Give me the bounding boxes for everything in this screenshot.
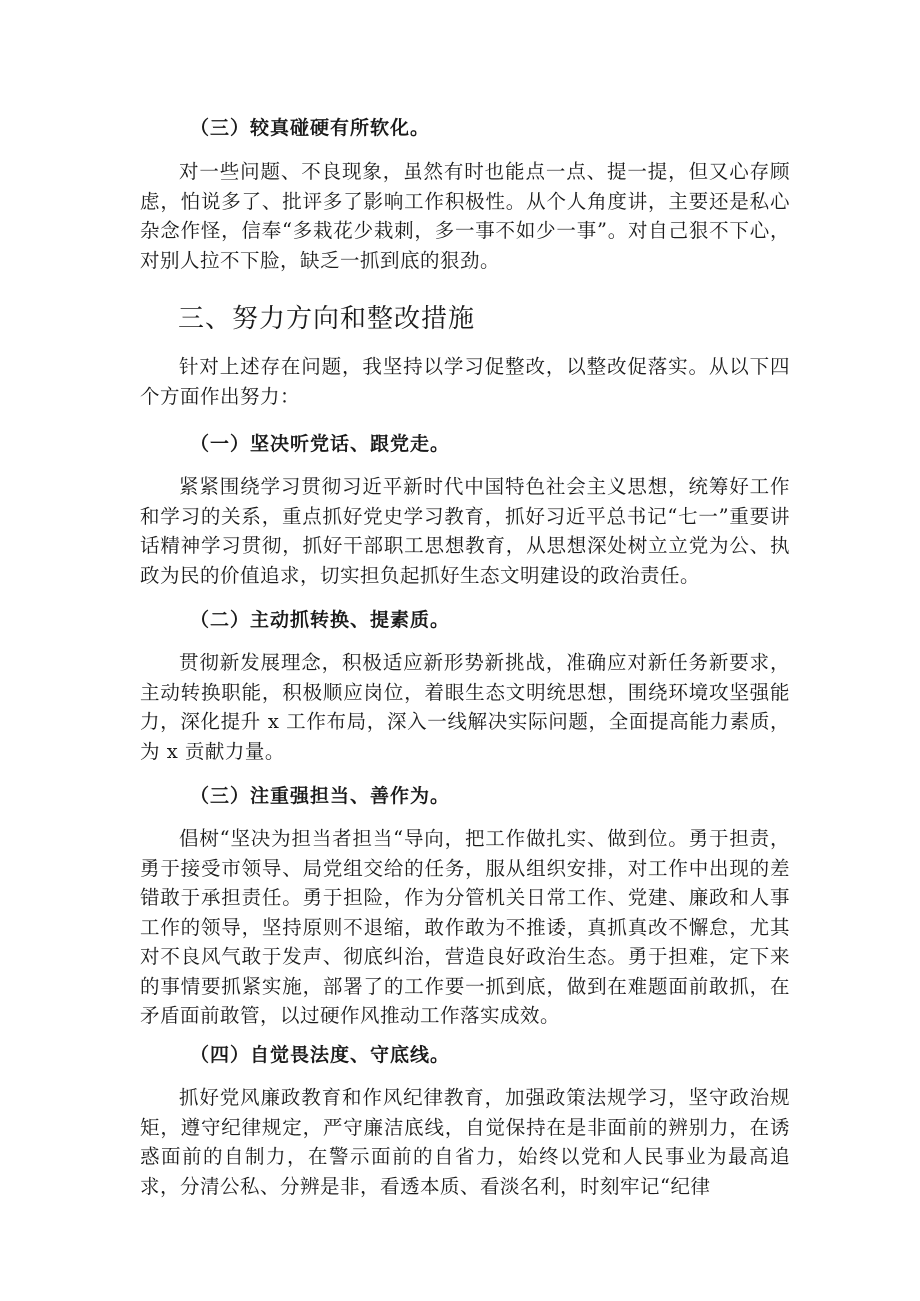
subheading-measure-2: （二）主动抓转换、提素质。 <box>190 609 451 631</box>
paragraph-measure-2: 贯彻新发展理念，积极适应新形势新挑战，准确应对新任务新要求，主动转换职能，积极顺应岗位，着眼生态文明统思想，围绕环境攻坚强能力，深化提升 x 工作布局，深入一线解决实际问题，全面提高能力素质，为 x 贡献力量。 <box>140 651 790 763</box>
paragraph-prior-3: 对一些问题、不良现象，虽然有时也能点一点、提一提，但又心存顾虑，怕说多了、批评多了影响工作积极性。从个人角度讲，主要还是私心杂念作怪，信奉“多栽花少栽刺，多一事不如少一事”。对自己狠不下心，对别人拉不下脸，缺乏一抓到底的狠劲。 <box>140 160 790 272</box>
paragraph-measure-4: 抓好党风廉政教育和作风纪律教育，加强政策法规学习，坚守政治规矩，遵守纪律规定，严守廉洁底线，自觉保持在是非面前的辨别力，在诱惑面前的自制力，在警示面前的自省力，始终以党和人民事业为最高追求，分清公私、分辨是非，看透本质、看淡名利，时刻牢记“纪律 <box>140 1086 790 1198</box>
subheading-measure-3: （三）注重强担当、善作为。 <box>190 785 451 807</box>
paragraph-measure-1: 紧紧围绕学习贯彻习近平新时代中国特色社会主义思想，统筹好工作和学习的关系，重点抓好党史学习教育，抓好习近平总书记“七一”重要讲话精神学习贯彻，抓好干部职工思想教育，从思想深处树立立党为公、执政为民的价值追求，切实担负起抓好生态文明建设的政治责任。 <box>140 475 790 587</box>
subheading-measure-4: （四）自觉畏法度、守底线。 <box>190 1044 451 1066</box>
section-heading: 三、努力方向和整改措施 <box>178 304 476 334</box>
paragraph-measure-3: 倡树“坚决为担当者担当“导向，把工作做扎实、做到位。勇于担责，勇于接受市领导、局党组交给的任务，服从组织安排，对工作中出现的差错敢于承担责任。勇于担险，作为分管机关日常工作、党建、廉政和人事工作的领导，坚持原则不退缩，敢作敢为不推诿，真抓真改不懈怠，尤其对不良风气敢于发声、彻底纠治，营造良好政治生态。勇于担难，定下来的事情要抓紧实施，部署了的工作要一抓到底，做到在难题面前敢抓，在矛盾面前敢管，以过硬作风推动工作落实成效。 <box>140 827 790 1027</box>
subheading-prior-3: （三）较真碰硬有所软化。 <box>190 117 431 139</box>
intro-paragraph: 针对上述存在问题，我坚持以学习促整改，以整改促落实。从以下四个方面作出努力： <box>140 355 790 408</box>
subheading-measure-1: （一）坚决听党话、跟党走。 <box>190 433 451 455</box>
